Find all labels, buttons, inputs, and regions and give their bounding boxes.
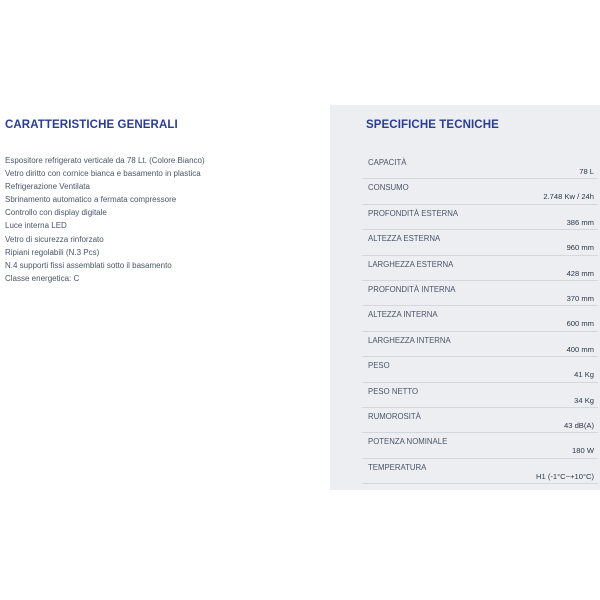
spec-value: 428 mm — [566, 268, 594, 278]
spec-label: LARGHEZZA INTERNA — [368, 335, 451, 345]
spec-value: 370 mm — [566, 293, 594, 303]
feature-item: Vetro di sicurezza rinforzato — [5, 234, 104, 244]
spec-row-consumption — [362, 179, 598, 204]
feature-item: Classe energetica: C — [5, 273, 80, 283]
spec-value: 180 W — [572, 446, 594, 456]
spec-value: 2.748 Kw / 24h — [543, 192, 594, 202]
spec-label: ALTEZZA ESTERNA — [368, 234, 441, 244]
spec-row-weight — [362, 357, 598, 382]
spec-value: 386 mm — [566, 217, 594, 227]
general-features-list — [5, 154, 205, 285]
spec-value: H1 (-1°C~+10°C) — [536, 471, 594, 481]
spec-label: CAPACITÀ — [368, 158, 407, 167]
spec-label: CONSUMO — [368, 183, 409, 193]
spec-label: TEMPERATURA — [368, 462, 427, 472]
feature-item: Ripiani regolabili (N.3 Pcs) — [5, 247, 100, 257]
spec-value: 78 L — [579, 167, 594, 176]
spec-row-net-weight — [362, 383, 598, 408]
technical-specs-title: SPECIFICHE TECNICHE — [366, 119, 499, 131]
spec-label: PROFONDITÀ ESTERNA — [368, 208, 459, 218]
spec-row-external-height — [362, 230, 598, 255]
spec-row-capacity — [362, 154, 598, 179]
spec-value: 43 dB(A) — [564, 420, 594, 430]
general-features-title: CARATTERISTICHE GENERALI — [5, 119, 178, 131]
spec-row-internal-width — [362, 332, 598, 357]
spec-value: 600 mm — [566, 319, 594, 329]
spec-row-internal-height — [362, 306, 598, 331]
specs-table — [362, 154, 598, 484]
spec-label: PESO — [368, 361, 390, 371]
spec-label: POTENZA NOMINALE — [368, 437, 448, 447]
feature-item: Controllo con display digitale — [5, 208, 107, 218]
spec-row-rated-power — [362, 433, 598, 458]
feature-item: Espositore refrigerato verticale da 78 Lt. (Colore Bianco) — [5, 156, 205, 165]
feature-item: Luce interna LED — [5, 221, 67, 231]
spec-label: LARGHEZZA ESTERNA — [368, 259, 454, 269]
feature-item: Vetro diritto con cornice bianca e basamento in plastica — [5, 169, 201, 179]
feature-item: Sbrinamento automatico a fermata compressore — [5, 195, 177, 205]
spec-label: RUMOROSITÀ — [368, 411, 421, 421]
spec-label: PESO NETTO — [368, 386, 419, 396]
spec-value: 41 Kg — [574, 370, 594, 380]
spec-value: 400 mm — [566, 344, 594, 354]
spec-row-external-width — [362, 256, 598, 281]
feature-item: N.4 supporti fissi assemblati sotto il basamento — [5, 260, 172, 270]
spec-row-external-depth — [362, 205, 598, 230]
spec-label: ALTEZZA INTERNA — [368, 310, 438, 320]
spec-row-internal-depth — [362, 281, 598, 306]
general-features-panel — [0, 105, 330, 490]
feature-item: Refrigerazione Ventilata — [5, 182, 90, 192]
spec-value: 34 Kg — [574, 395, 594, 405]
spec-value: 960 mm — [566, 243, 594, 253]
technical-specs-panel — [330, 105, 600, 490]
spec-label: PROFONDITÀ INTERNA — [368, 284, 456, 294]
spec-row-noise — [362, 408, 598, 433]
spec-row-temperature — [362, 459, 598, 484]
